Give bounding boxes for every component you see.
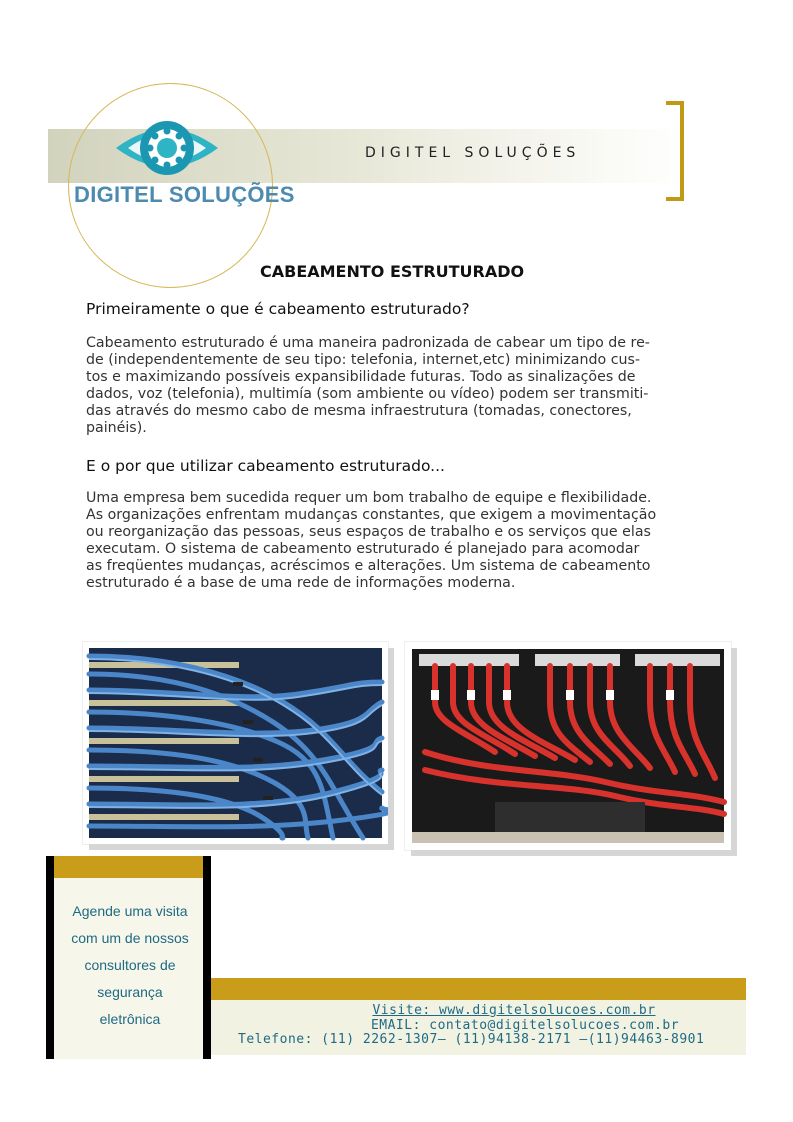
email-text: EMAIL: contato@digitelsolucoes.com.br (370, 1018, 680, 1033)
header-title: DIGITEL SOLUÇÕES (365, 145, 581, 161)
paragraph-line: tos e maximizando possíveis expansibilidade futuras. Todo as sinalizações de (86, 369, 636, 385)
paragraph-line: de (independentemente de seu tipo: telefonia, internet,etc) minimizando cus- (86, 352, 640, 368)
agenda-line: segurança (97, 984, 163, 1000)
paragraph-line: Cabeamento estruturado é uma maneira padronizada de cabear um tipo de re- (86, 335, 650, 351)
agenda-line: com um de nossos (71, 930, 189, 946)
paragraph-1 (86, 335, 731, 437)
paragraph-line: As organizações enfrentam mudanças constantes, que exigem a movimentação (86, 507, 657, 523)
paragraph-line: Uma empresa bem sucedida requer um bom trabalho de equipe e flexibilidade. (86, 490, 652, 506)
paragraph-2 (86, 490, 731, 592)
document-title: CABEAMENTO ESTRUTURADO (260, 262, 525, 281)
website-link[interactable] (211, 1003, 793, 1018)
eye-logo-icon (112, 116, 222, 184)
paragraph-line: das através do mesmo cabo de mesma infraestrutura (tomadas, conectores, (86, 403, 632, 419)
paragraph-line: painéis). (86, 420, 147, 436)
paragraph-line: ou reorganização das pessoas, seus espaços de trabalho e os serviços que elas (86, 524, 651, 540)
paragraph-line: dados, voz (telefonia), multimía (som ambiente ou vídeo) podem ser transmiti- (86, 386, 649, 402)
contact-bar-top (211, 978, 746, 1000)
website-text[interactable]: Visite: www.digitelsolucoes.com.br (372, 1003, 656, 1018)
agenda-line: eletrônica (99, 1011, 161, 1027)
paragraph-line: as freqüentes mudanças, acréscimos e alterações. Um sistema de cabeamento (86, 558, 651, 574)
phone-text: Telefone: (11) 2262-1307— (11)94138-2171 —(11)94463-8901 (238, 1032, 705, 1047)
paragraph-line: executam. O sistema de cabeamento estruturado é planejado para acomodar (86, 541, 640, 557)
agenda-line: Agende uma visita (72, 903, 188, 919)
question-1: Primeiramente o que é cabeamento estruturado? (86, 300, 470, 318)
header-bracket (666, 101, 684, 201)
question-2: E o por que utilizar cabeamento estruturado... (86, 457, 445, 475)
blue-cables-photo (83, 642, 388, 844)
red-cables-photo (405, 642, 731, 850)
agenda-line: consultores de (84, 957, 176, 973)
paragraph-line: estruturado é a base de uma rede de informações moderna. (86, 575, 516, 591)
logo-text: DIGITEL SOLUÇÕES (74, 182, 295, 207)
agenda-text (54, 898, 206, 1033)
agenda-box-header (54, 856, 203, 878)
